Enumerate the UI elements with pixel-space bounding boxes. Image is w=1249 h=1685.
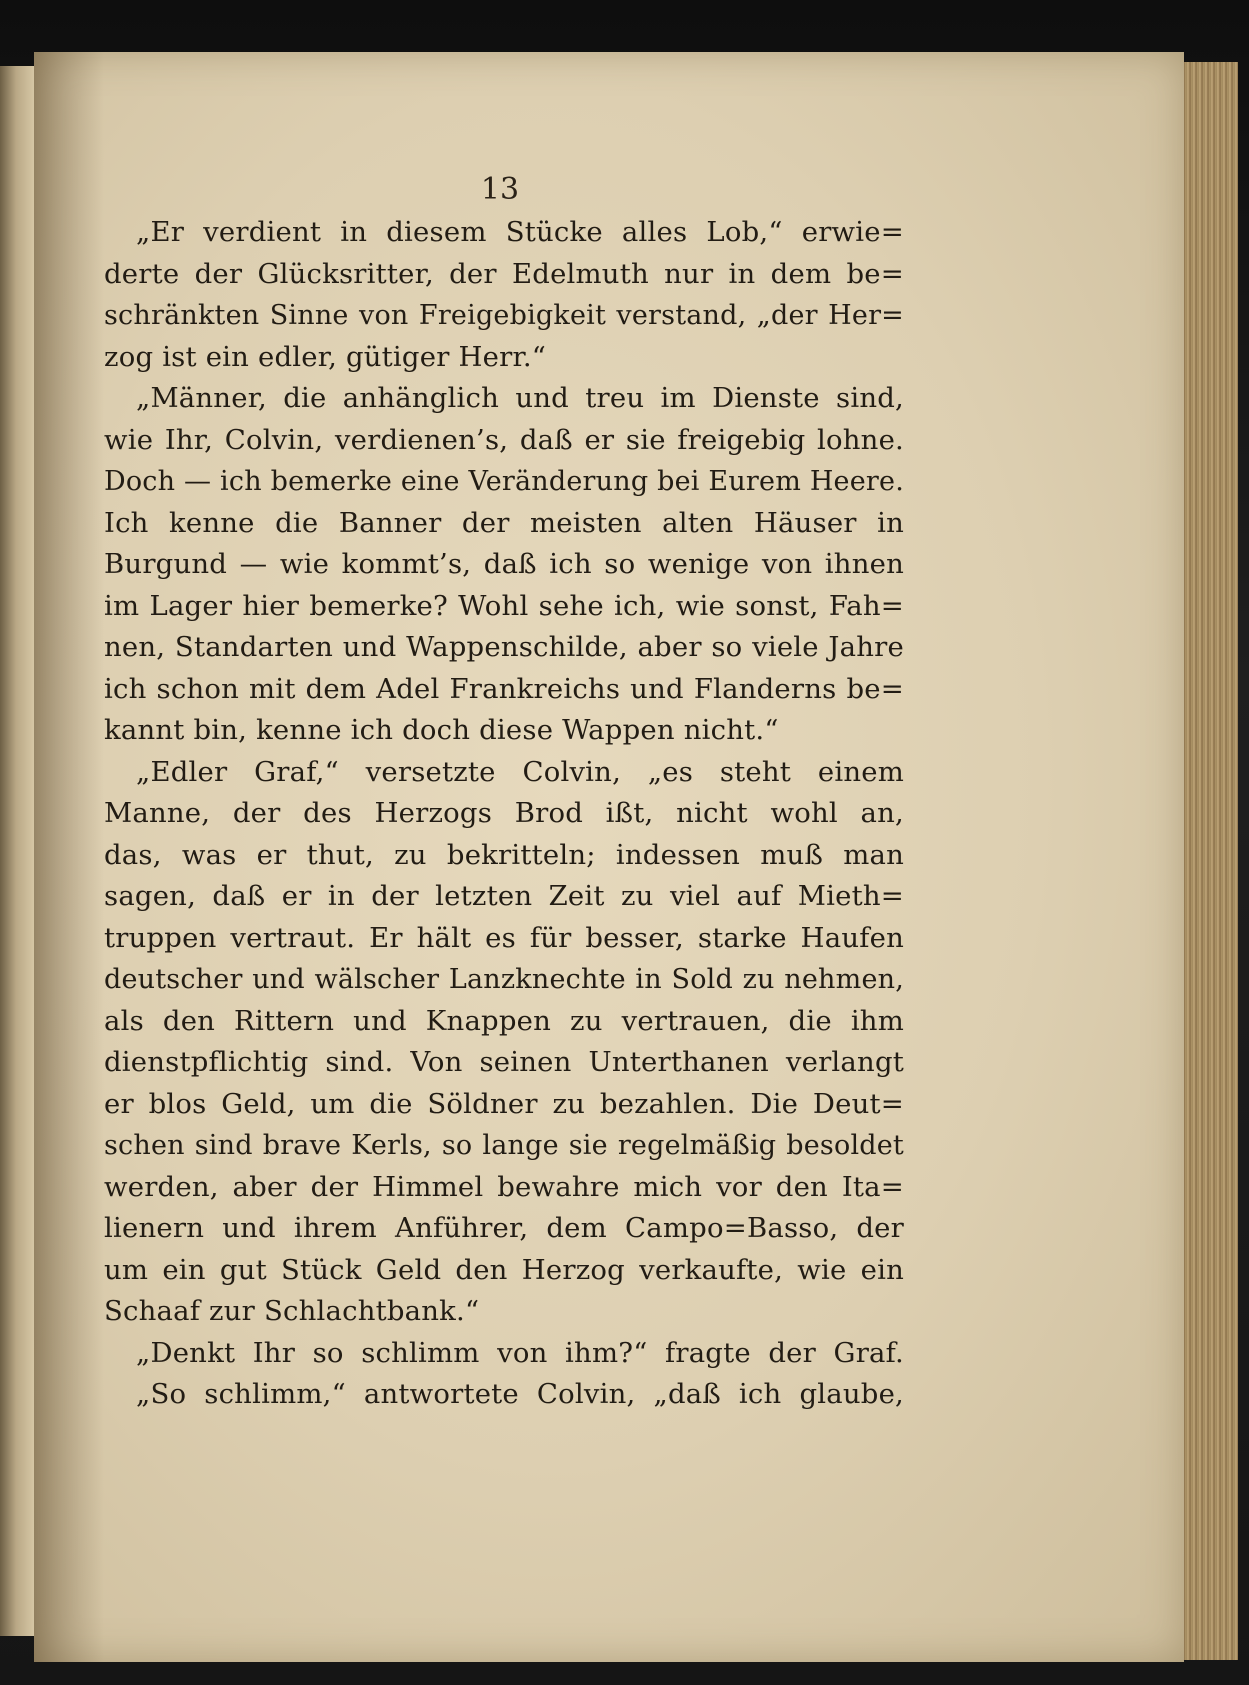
text-line: schränkten Sinne von Freigebigkeit verstand, „der Her= <box>104 300 904 331</box>
binding-shadow <box>34 52 104 1662</box>
text-line: deutscher und wälscher Lanzknechte in Sold zu nehmen, <box>104 964 904 995</box>
text-line: truppen vertraut. Er hält es für besser, starke Haufen <box>104 921 904 954</box>
text-line: als den Rittern und Knappen zu vertrauen, die ihm <box>104 1004 904 1037</box>
text-line: um ein gut Stück Geld den Herzog verkaufte, wie ein <box>104 1253 904 1286</box>
text-line: „Männer, die anhänglich und treu im Dienste sind, <box>136 382 904 414</box>
text-line: das, was er thut, zu bekritteln; indessen muß man <box>104 838 904 871</box>
text-line: Manne, der des Herzogs Brod ißt, nicht wohl an, <box>104 797 904 829</box>
text-line: kannt bin, kenne ich doch diese Wappen nicht.“ <box>104 714 779 746</box>
text-line: nen, Standarten und Wappenschilde, aber so viele Jahre <box>104 631 904 663</box>
text-line: Schaaf zur Schlachtbank.“ <box>104 1295 480 1327</box>
text-line: Ich kenne die Banner der meisten alten Häuser in <box>104 506 904 539</box>
text-line: „Er verdient in diesem Stücke alles Lob,“ erwie= <box>136 216 904 248</box>
text-line: lienern und ihrem Anführer, dem Campo=Basso, der <box>104 1212 904 1244</box>
text-line: Burgund — wie kommt’s, daß ich so wenige von ihnen <box>104 548 904 580</box>
text-line: ich schon mit dem Adel Frankreichs und Flanderns be= <box>104 672 904 705</box>
text-line: schen sind brave Kerls, so lange sie regelmäßig besoldet <box>104 1130 904 1161</box>
text-line: zog ist ein edler, gütiger Herr.“ <box>104 340 547 373</box>
text-line: er blos Geld, um die Söldner zu bezahlen. Die Deut= <box>104 1087 904 1120</box>
page-text-block <box>104 212 904 1416</box>
text-line: „Denkt Ihr so schlimm von ihm?“ fragte der Graf. <box>136 1336 904 1369</box>
left-page-edge <box>0 66 38 1636</box>
text-line: dienstpflichtig sind. Von seinen Unterthanen verlangt <box>104 1046 904 1078</box>
text-line: „So schlimm,“ antwortete Colvin, „daß ich glaube, <box>136 1378 904 1410</box>
text-line: „Edler Graf,“ versetzte Colvin, „es steht einem <box>136 755 904 788</box>
text-line: im Lager hier bemerke? Wohl sehe ich, wie sonst, Fah= <box>104 589 904 622</box>
text-line: derte der Glücksritter, der Edelmuth nur in dem be= <box>104 257 904 290</box>
page-number: 13 <box>480 172 520 207</box>
text-line: wie Ihr, Colvin, verdienen’s, daß er sie freigebig lohne. <box>104 423 904 456</box>
text-line: Doch — ich bemerke eine Veränderung bei Eurem Heere. <box>104 466 904 497</box>
text-line: werden, aber der Himmel bewahre mich vor den Ita= <box>104 1170 904 1203</box>
text-line: sagen, daß er in der letzten Zeit zu viel auf Mieth= <box>104 880 904 912</box>
